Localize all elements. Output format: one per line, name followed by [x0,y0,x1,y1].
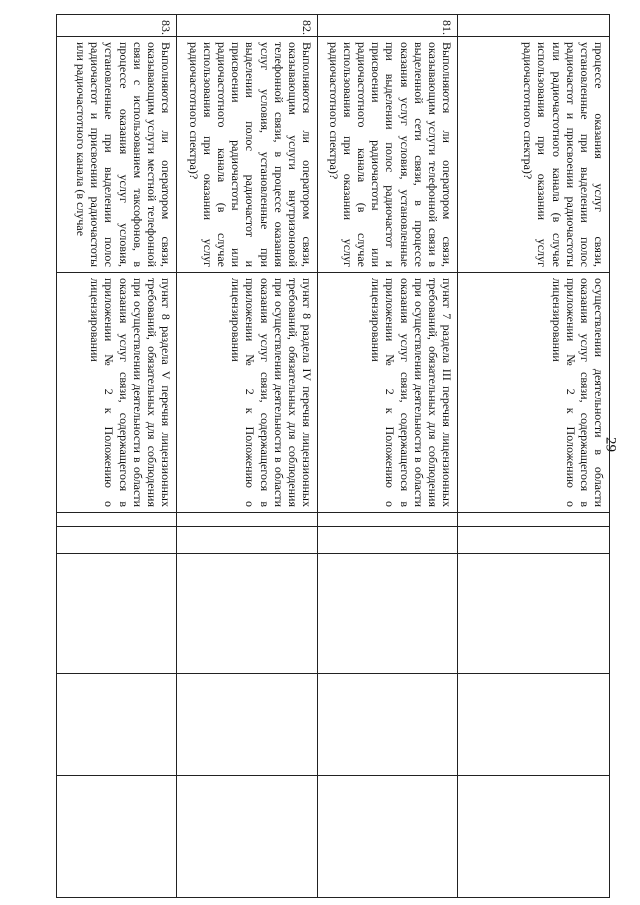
page-number: 29 [602,437,619,452]
table-row [318,15,458,898]
question-cell: Выполняются ли оператором связи, оказывающим услуги местной телефонной связи с использованием таксофонов, в процессе оказания услуг условия, установленные при выделении полос радиочастот и присвоении радиочастоты или радиочастотного канала (в случае [57,37,177,273]
question-cell: процессе оказания услуг связи, установленные при выделении полос радиочастот и присвоении радиочастоты или радиочастотного канала (в случае использования при оказании услуг радиочастотного спектра)? [458,37,610,273]
empty-cell [57,527,177,554]
empty-cell [318,674,458,776]
reference-cell: пункт 8 раздела V перечня лицензионных требований, обязательных для соблюдения при осуществлении деятельности в области оказания услуг связи, содержащегося в приложении № 2 к Положению о лицензировании [57,273,177,513]
empty-cell [57,554,177,674]
table-row [458,15,610,898]
empty-cell [57,513,177,527]
empty-cell [458,513,610,527]
empty-cell [458,674,610,776]
empty-cell [318,554,458,674]
row-number [458,15,610,37]
empty-cell [177,513,318,527]
reference-cell: пункт 7 раздела III перечня лицензионных требований, обязательных для соблюдения при осуществлении деятельности в области оказания услуг связи, содержащегося в приложении № 2 к Положению о лицензировании [318,273,458,513]
empty-cell [177,776,318,898]
reference-cell: осуществлении деятельности в области оказания услуг связи, содержащегося в приложении № 2 к Положению о лицензировании [458,273,610,513]
empty-cell [318,527,458,554]
table-row [57,15,177,898]
empty-cell [57,674,177,776]
question-cell: Выполняются ли оператором связи, оказывающим услуги внутризоновой телефонной связи, в процессе оказания услуг условия, установленные при выделении полос радиочастот и присвоении радиочастоты или радиочастотного канала (в случае использования при оказании услуг радиочастотного спектра)? [177,37,318,273]
empty-cell [458,527,610,554]
empty-cell [57,776,177,898]
checklist-table [56,14,610,898]
rotated-table-frame [57,14,610,897]
empty-cell [177,554,318,674]
reference-cell: пункт 8 раздела IV перечня лицензионных требований, обязательных для соблюдения при осуществлении деятельности в области оказания услуг связи, содержащегося в приложении № 2 к Положению о лицензировании [177,273,318,513]
row-number: 83. [57,15,177,37]
empty-cell [177,527,318,554]
checklist-table-container [57,14,610,897]
empty-cell [318,513,458,527]
empty-cell [458,776,610,898]
row-number: 81. [318,15,458,37]
row-number: 82. [177,15,318,37]
empty-cell [458,554,610,674]
question-cell: Выполняются ли оператором связи, оказывающим услуги телефонной связи в выделенной сети связи, в процессе оказания услуг условия, установленные при выделении полос радиочастот и присвоении радиочастоты или радиочастотного канала (в случае использования при оказании услуг радиочастотного спектра)? [318,37,458,273]
table-row [177,15,318,898]
empty-cell [318,776,458,898]
empty-cell [177,674,318,776]
